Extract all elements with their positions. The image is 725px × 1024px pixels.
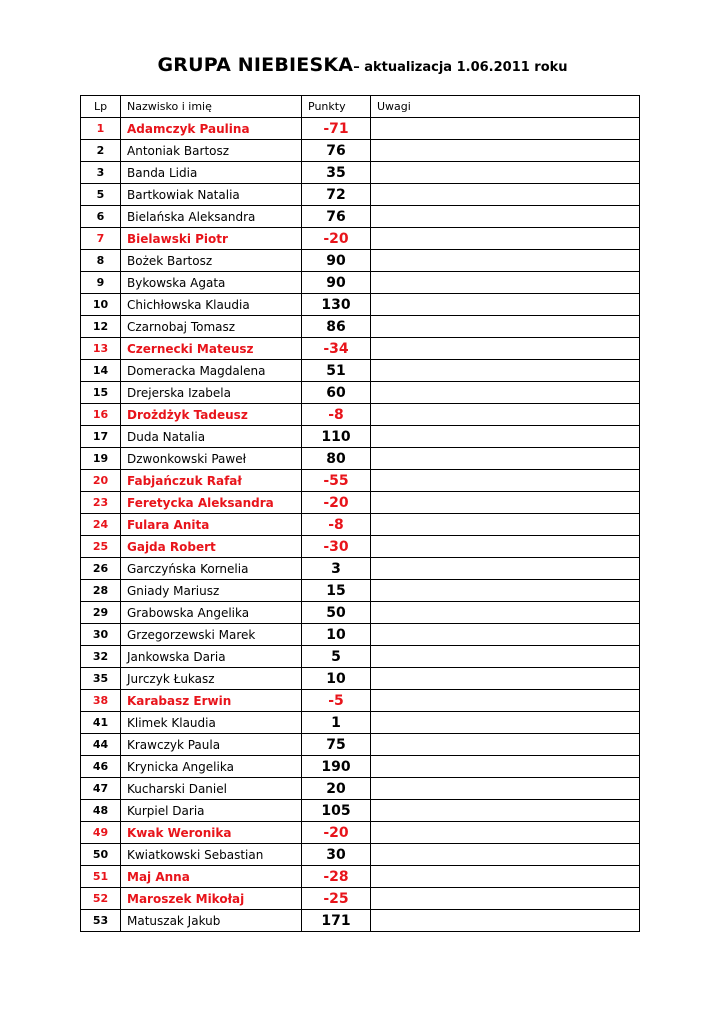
row-lp: 49 bbox=[81, 822, 121, 844]
row-points: 15 bbox=[302, 580, 371, 602]
row-lp: 7 bbox=[81, 228, 121, 250]
row-notes bbox=[371, 690, 640, 712]
table-row bbox=[81, 690, 640, 712]
row-lp: 46 bbox=[81, 756, 121, 778]
row-lp: 35 bbox=[81, 668, 121, 690]
document-title bbox=[0, 54, 725, 76]
row-notes bbox=[371, 712, 640, 734]
row-notes bbox=[371, 404, 640, 426]
row-notes bbox=[371, 316, 640, 338]
row-lp: 47 bbox=[81, 778, 121, 800]
row-points: 90 bbox=[302, 272, 371, 294]
row-name: Czarnobaj Tomasz bbox=[121, 316, 302, 338]
row-points: -5 bbox=[302, 690, 371, 712]
row-lp: 12 bbox=[81, 316, 121, 338]
row-points: -20 bbox=[302, 492, 371, 514]
row-notes bbox=[371, 382, 640, 404]
row-name: Kucharski Daniel bbox=[121, 778, 302, 800]
table-row bbox=[81, 118, 640, 140]
table-row bbox=[81, 558, 640, 580]
row-points: -8 bbox=[302, 514, 371, 536]
table-row bbox=[81, 756, 640, 778]
table-row bbox=[81, 162, 640, 184]
row-points: -55 bbox=[302, 470, 371, 492]
row-name: Drożdżyk Tadeusz bbox=[121, 404, 302, 426]
row-notes bbox=[371, 778, 640, 800]
table-row bbox=[81, 580, 640, 602]
row-points: 190 bbox=[302, 756, 371, 778]
row-name: Domeracka Magdalena bbox=[121, 360, 302, 382]
row-lp: 3 bbox=[81, 162, 121, 184]
table-row bbox=[81, 602, 640, 624]
table-row bbox=[81, 140, 640, 162]
row-points: -28 bbox=[302, 866, 371, 888]
header-notes: Uwagi bbox=[371, 96, 640, 118]
row-lp: 30 bbox=[81, 624, 121, 646]
row-notes bbox=[371, 206, 640, 228]
row-name: Chichłowska Klaudia bbox=[121, 294, 302, 316]
row-notes bbox=[371, 184, 640, 206]
row-lp: 9 bbox=[81, 272, 121, 294]
row-points: -20 bbox=[302, 228, 371, 250]
row-points: -20 bbox=[302, 822, 371, 844]
row-points: 72 bbox=[302, 184, 371, 206]
row-lp: 48 bbox=[81, 800, 121, 822]
title-subtitle: – aktualizacja 1.06.2011 roku bbox=[353, 60, 568, 75]
row-lp: 20 bbox=[81, 470, 121, 492]
row-notes bbox=[371, 228, 640, 250]
table-row bbox=[81, 514, 640, 536]
row-lp: 5 bbox=[81, 184, 121, 206]
row-points: 130 bbox=[302, 294, 371, 316]
row-name: Fulara Anita bbox=[121, 514, 302, 536]
row-notes bbox=[371, 580, 640, 602]
row-name: Jankowska Daria bbox=[121, 646, 302, 668]
table-row bbox=[81, 316, 640, 338]
row-name: Karabasz Erwin bbox=[121, 690, 302, 712]
row-notes bbox=[371, 558, 640, 580]
table-row bbox=[81, 338, 640, 360]
row-name: Bożek Bartosz bbox=[121, 250, 302, 272]
row-points: -25 bbox=[302, 888, 371, 910]
header-points: Punkty bbox=[302, 96, 371, 118]
row-name: Maj Anna bbox=[121, 866, 302, 888]
row-name: Matuszak Jakub bbox=[121, 910, 302, 932]
row-lp: 24 bbox=[81, 514, 121, 536]
row-points: 1 bbox=[302, 712, 371, 734]
table-row bbox=[81, 426, 640, 448]
row-name: Antoniak Bartosz bbox=[121, 140, 302, 162]
row-points: 50 bbox=[302, 602, 371, 624]
row-notes bbox=[371, 448, 640, 470]
row-name: Dzwonkowski Paweł bbox=[121, 448, 302, 470]
row-lp: 25 bbox=[81, 536, 121, 558]
row-notes bbox=[371, 602, 640, 624]
table-row bbox=[81, 866, 640, 888]
row-points: 80 bbox=[302, 448, 371, 470]
row-points: 86 bbox=[302, 316, 371, 338]
table-row bbox=[81, 360, 640, 382]
row-notes bbox=[371, 250, 640, 272]
row-name: Bielańska Aleksandra bbox=[121, 206, 302, 228]
row-notes bbox=[371, 294, 640, 316]
row-points: 90 bbox=[302, 250, 371, 272]
table-row bbox=[81, 822, 640, 844]
table-row bbox=[81, 470, 640, 492]
row-lp: 51 bbox=[81, 866, 121, 888]
row-points: 3 bbox=[302, 558, 371, 580]
row-notes bbox=[371, 536, 640, 558]
table-row bbox=[81, 888, 640, 910]
row-name: Banda Lidia bbox=[121, 162, 302, 184]
row-notes bbox=[371, 822, 640, 844]
table-row bbox=[81, 668, 640, 690]
row-notes bbox=[371, 646, 640, 668]
table-row bbox=[81, 294, 640, 316]
table-row bbox=[81, 492, 640, 514]
row-points: -30 bbox=[302, 536, 371, 558]
row-notes bbox=[371, 140, 640, 162]
row-name: Krynicka Angelika bbox=[121, 756, 302, 778]
table-row bbox=[81, 228, 640, 250]
row-points: 51 bbox=[302, 360, 371, 382]
row-name: Krawczyk Paula bbox=[121, 734, 302, 756]
row-lp: 50 bbox=[81, 844, 121, 866]
row-lp: 15 bbox=[81, 382, 121, 404]
row-points: 10 bbox=[302, 624, 371, 646]
row-name: Bielawski Piotr bbox=[121, 228, 302, 250]
table-row bbox=[81, 184, 640, 206]
row-points: 35 bbox=[302, 162, 371, 184]
table-row bbox=[81, 734, 640, 756]
table-row bbox=[81, 624, 640, 646]
row-points: 110 bbox=[302, 426, 371, 448]
row-name: Fabjańczuk Rafał bbox=[121, 470, 302, 492]
row-lp: 1 bbox=[81, 118, 121, 140]
row-points: 20 bbox=[302, 778, 371, 800]
row-points: 60 bbox=[302, 382, 371, 404]
table-row bbox=[81, 382, 640, 404]
row-notes bbox=[371, 360, 640, 382]
row-notes bbox=[371, 800, 640, 822]
row-points: 5 bbox=[302, 646, 371, 668]
row-lp: 44 bbox=[81, 734, 121, 756]
row-lp: 38 bbox=[81, 690, 121, 712]
row-name: Kurpiel Daria bbox=[121, 800, 302, 822]
row-name: Adamczyk Paulina bbox=[121, 118, 302, 140]
row-name: Drejerska Izabela bbox=[121, 382, 302, 404]
title-main: GRUPA NIEBIESKA bbox=[157, 54, 354, 76]
table-row bbox=[81, 272, 640, 294]
row-points: 76 bbox=[302, 206, 371, 228]
row-lp: 23 bbox=[81, 492, 121, 514]
row-name: Duda Natalia bbox=[121, 426, 302, 448]
row-notes bbox=[371, 624, 640, 646]
row-lp: 6 bbox=[81, 206, 121, 228]
row-notes bbox=[371, 756, 640, 778]
row-notes bbox=[371, 888, 640, 910]
row-name: Bykowska Agata bbox=[121, 272, 302, 294]
row-points: 76 bbox=[302, 140, 371, 162]
row-name: Klimek Klaudia bbox=[121, 712, 302, 734]
table-row bbox=[81, 800, 640, 822]
row-points: 75 bbox=[302, 734, 371, 756]
row-lp: 52 bbox=[81, 888, 121, 910]
row-points: -8 bbox=[302, 404, 371, 426]
row-notes bbox=[371, 272, 640, 294]
row-points: 105 bbox=[302, 800, 371, 822]
table-row bbox=[81, 844, 640, 866]
row-lp: 17 bbox=[81, 426, 121, 448]
row-name: Kwiatkowski Sebastian bbox=[121, 844, 302, 866]
table-row bbox=[81, 646, 640, 668]
row-name: Gajda Robert bbox=[121, 536, 302, 558]
row-lp: 19 bbox=[81, 448, 121, 470]
row-points: -34 bbox=[302, 338, 371, 360]
row-notes bbox=[371, 668, 640, 690]
row-notes bbox=[371, 162, 640, 184]
header-name: Nazwisko i imię bbox=[121, 96, 302, 118]
table-row bbox=[81, 404, 640, 426]
header-lp: Lp bbox=[81, 96, 121, 118]
row-lp: 26 bbox=[81, 558, 121, 580]
table-row bbox=[81, 250, 640, 272]
table-header-row bbox=[81, 96, 640, 118]
row-name: Jurczyk Łukasz bbox=[121, 668, 302, 690]
table-body bbox=[81, 118, 640, 932]
row-points: 30 bbox=[302, 844, 371, 866]
row-points: 10 bbox=[302, 668, 371, 690]
row-lp: 28 bbox=[81, 580, 121, 602]
row-lp: 29 bbox=[81, 602, 121, 624]
points-table bbox=[80, 95, 640, 932]
row-lp: 2 bbox=[81, 140, 121, 162]
row-name: Maroszek Mikołaj bbox=[121, 888, 302, 910]
table-row bbox=[81, 448, 640, 470]
row-notes bbox=[371, 470, 640, 492]
row-notes bbox=[371, 118, 640, 140]
table-row bbox=[81, 778, 640, 800]
row-name: Grabowska Angelika bbox=[121, 602, 302, 624]
row-lp: 14 bbox=[81, 360, 121, 382]
row-lp: 8 bbox=[81, 250, 121, 272]
row-name: Kwak Weronika bbox=[121, 822, 302, 844]
row-lp: 53 bbox=[81, 910, 121, 932]
row-notes bbox=[371, 426, 640, 448]
row-notes bbox=[371, 492, 640, 514]
row-lp: 41 bbox=[81, 712, 121, 734]
row-notes bbox=[371, 338, 640, 360]
row-name: Feretycka Aleksandra bbox=[121, 492, 302, 514]
table-row bbox=[81, 712, 640, 734]
row-notes bbox=[371, 734, 640, 756]
row-notes bbox=[371, 910, 640, 932]
row-notes bbox=[371, 514, 640, 536]
table-row bbox=[81, 910, 640, 932]
row-points: -71 bbox=[302, 118, 371, 140]
row-lp: 16 bbox=[81, 404, 121, 426]
table-row bbox=[81, 206, 640, 228]
row-notes bbox=[371, 844, 640, 866]
row-name: Bartkowiak Natalia bbox=[121, 184, 302, 206]
row-name: Gniady Mariusz bbox=[121, 580, 302, 602]
row-name: Grzegorzewski Marek bbox=[121, 624, 302, 646]
row-lp: 13 bbox=[81, 338, 121, 360]
row-lp: 10 bbox=[81, 294, 121, 316]
row-notes bbox=[371, 866, 640, 888]
row-lp: 32 bbox=[81, 646, 121, 668]
table-row bbox=[81, 536, 640, 558]
row-points: 171 bbox=[302, 910, 371, 932]
row-name: Czernecki Mateusz bbox=[121, 338, 302, 360]
row-name: Garczyńska Kornelia bbox=[121, 558, 302, 580]
